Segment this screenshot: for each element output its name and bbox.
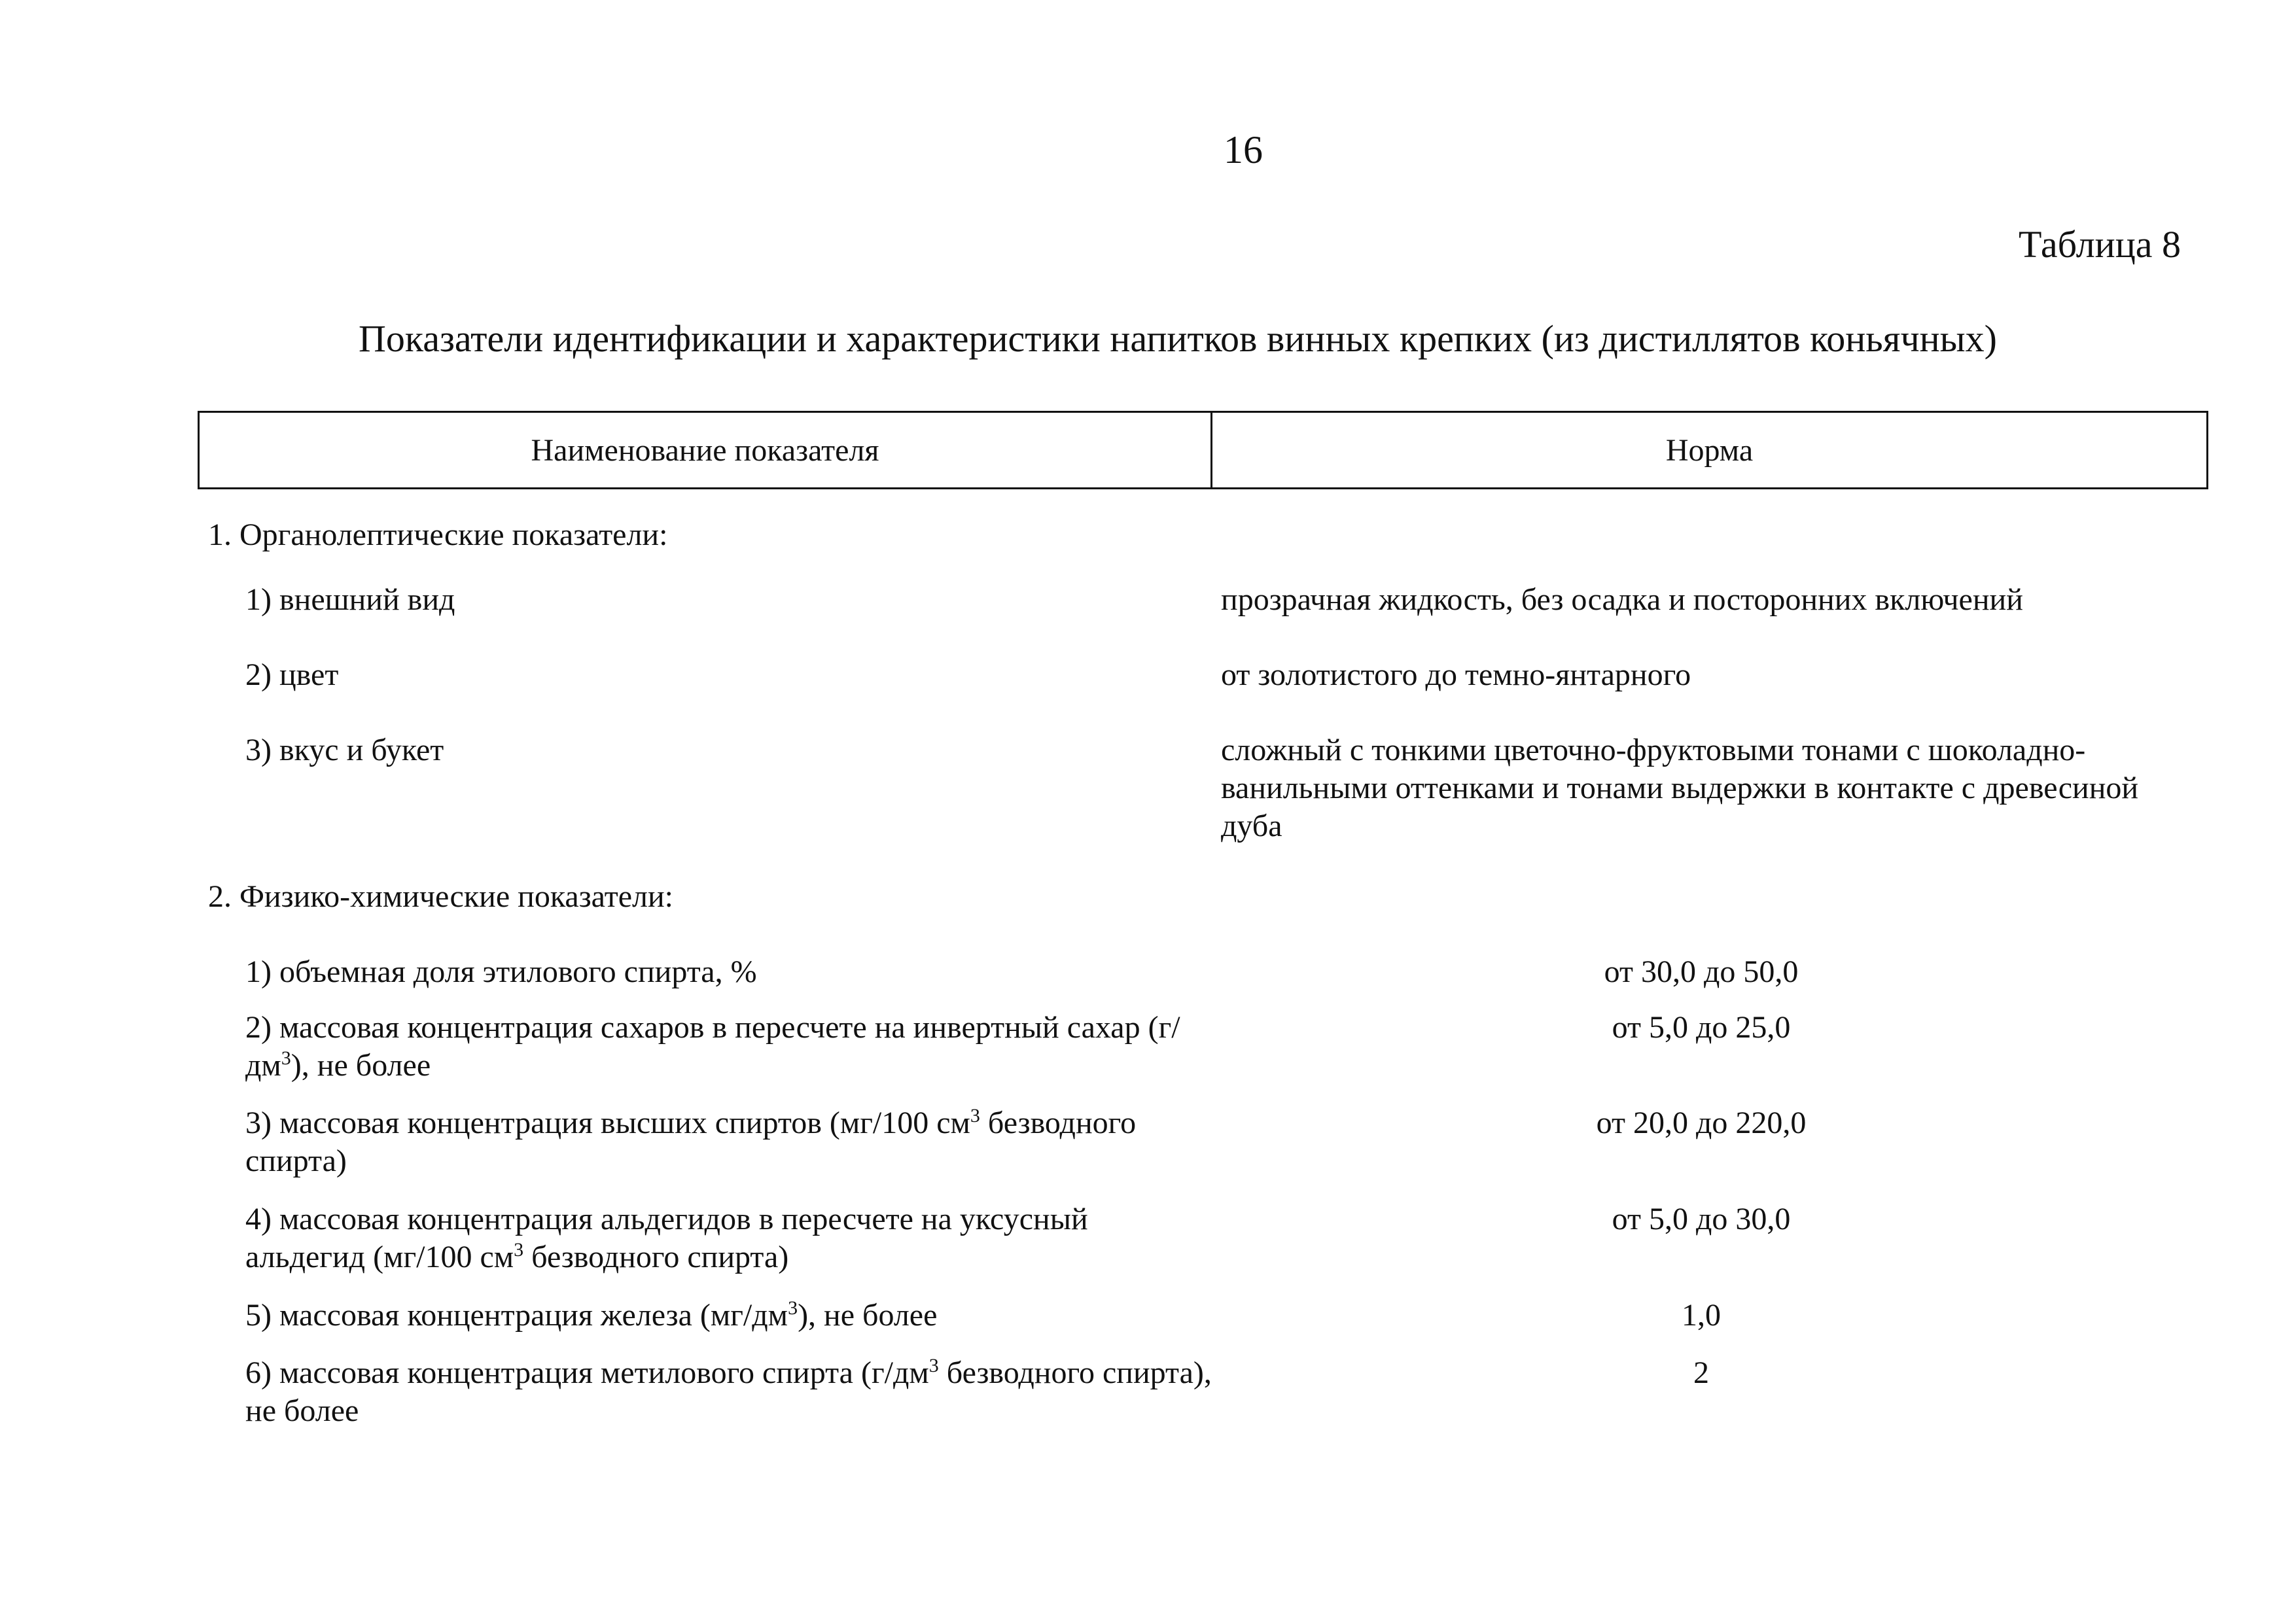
indicator-name: 3) вкус и букет	[245, 733, 444, 767]
indicator-norm: от 5,0 до 30,0	[1612, 1202, 1791, 1236]
indicator-name: 1) объемная доля этилового спирта, %	[245, 954, 757, 989]
indicator-norm: прозрачная жидкость, без осадка и посторонних включений	[1221, 582, 2023, 617]
indicator-norm: сложный с тонкими цветочно-фруктовыми тонами с шоколадно-ванильными оттенками и тонами выдержки в контакте с древесиной дуба	[1221, 733, 2139, 843]
indicator-norm: от 5,0 до 25,0	[1612, 1010, 1791, 1045]
indicator-norm: от золотистого до темно-янтарного	[1221, 657, 1691, 692]
section-title-organoleptic: 1. Органолептические показатели:	[208, 517, 668, 552]
table-header	[198, 411, 2208, 489]
indicator-name: 6) массовая концентрация метилового спирта ($г/дм^3$ безводного спирта), не более	[245, 1355, 1212, 1428]
document-title: Показатели идентификации и характеристики напитков винных крепких (из дистиллятов коньячных)	[359, 317, 1997, 360]
indicator-norm: 2	[1693, 1355, 1709, 1390]
indicator-name: 2) цвет	[245, 657, 339, 692]
page-number: 16	[1224, 128, 1263, 171]
indicator-name: 2) массовая концентрация сахаров в пересчете на инвертный сахар $(г/дм^3)$, не более	[245, 1010, 1180, 1083]
indicator-norm: от 20,0 до 220,0	[1596, 1106, 1807, 1140]
indicator-name: 4) массовая концентрация альдегидов в пересчете на уксусный альдегид (мг/100 $см^3$ безводного спирта)	[245, 1202, 1088, 1274]
indicator-name: 3) массовая концентрация высших спиртов (мг/100 $см^3$ безводного спирта)	[245, 1105, 1137, 1178]
indicator-norm: 1,0	[1682, 1298, 1721, 1333]
table-label: Таблица 8	[2018, 223, 2181, 266]
section-title-physicochemical: 2. Физико-химические показатели:	[208, 879, 673, 914]
indicator-name: 1) внешний вид	[245, 582, 455, 617]
column-header-norm: Норма	[1665, 432, 1754, 468]
indicator-norm: от 30,0 до 50,0	[1604, 954, 1799, 989]
column-header-name: Наименование показателя	[200, 413, 1212, 487]
indicator-name: 5) массовая концентрация железа $(мг/дм^3)$, не более	[245, 1297, 938, 1333]
